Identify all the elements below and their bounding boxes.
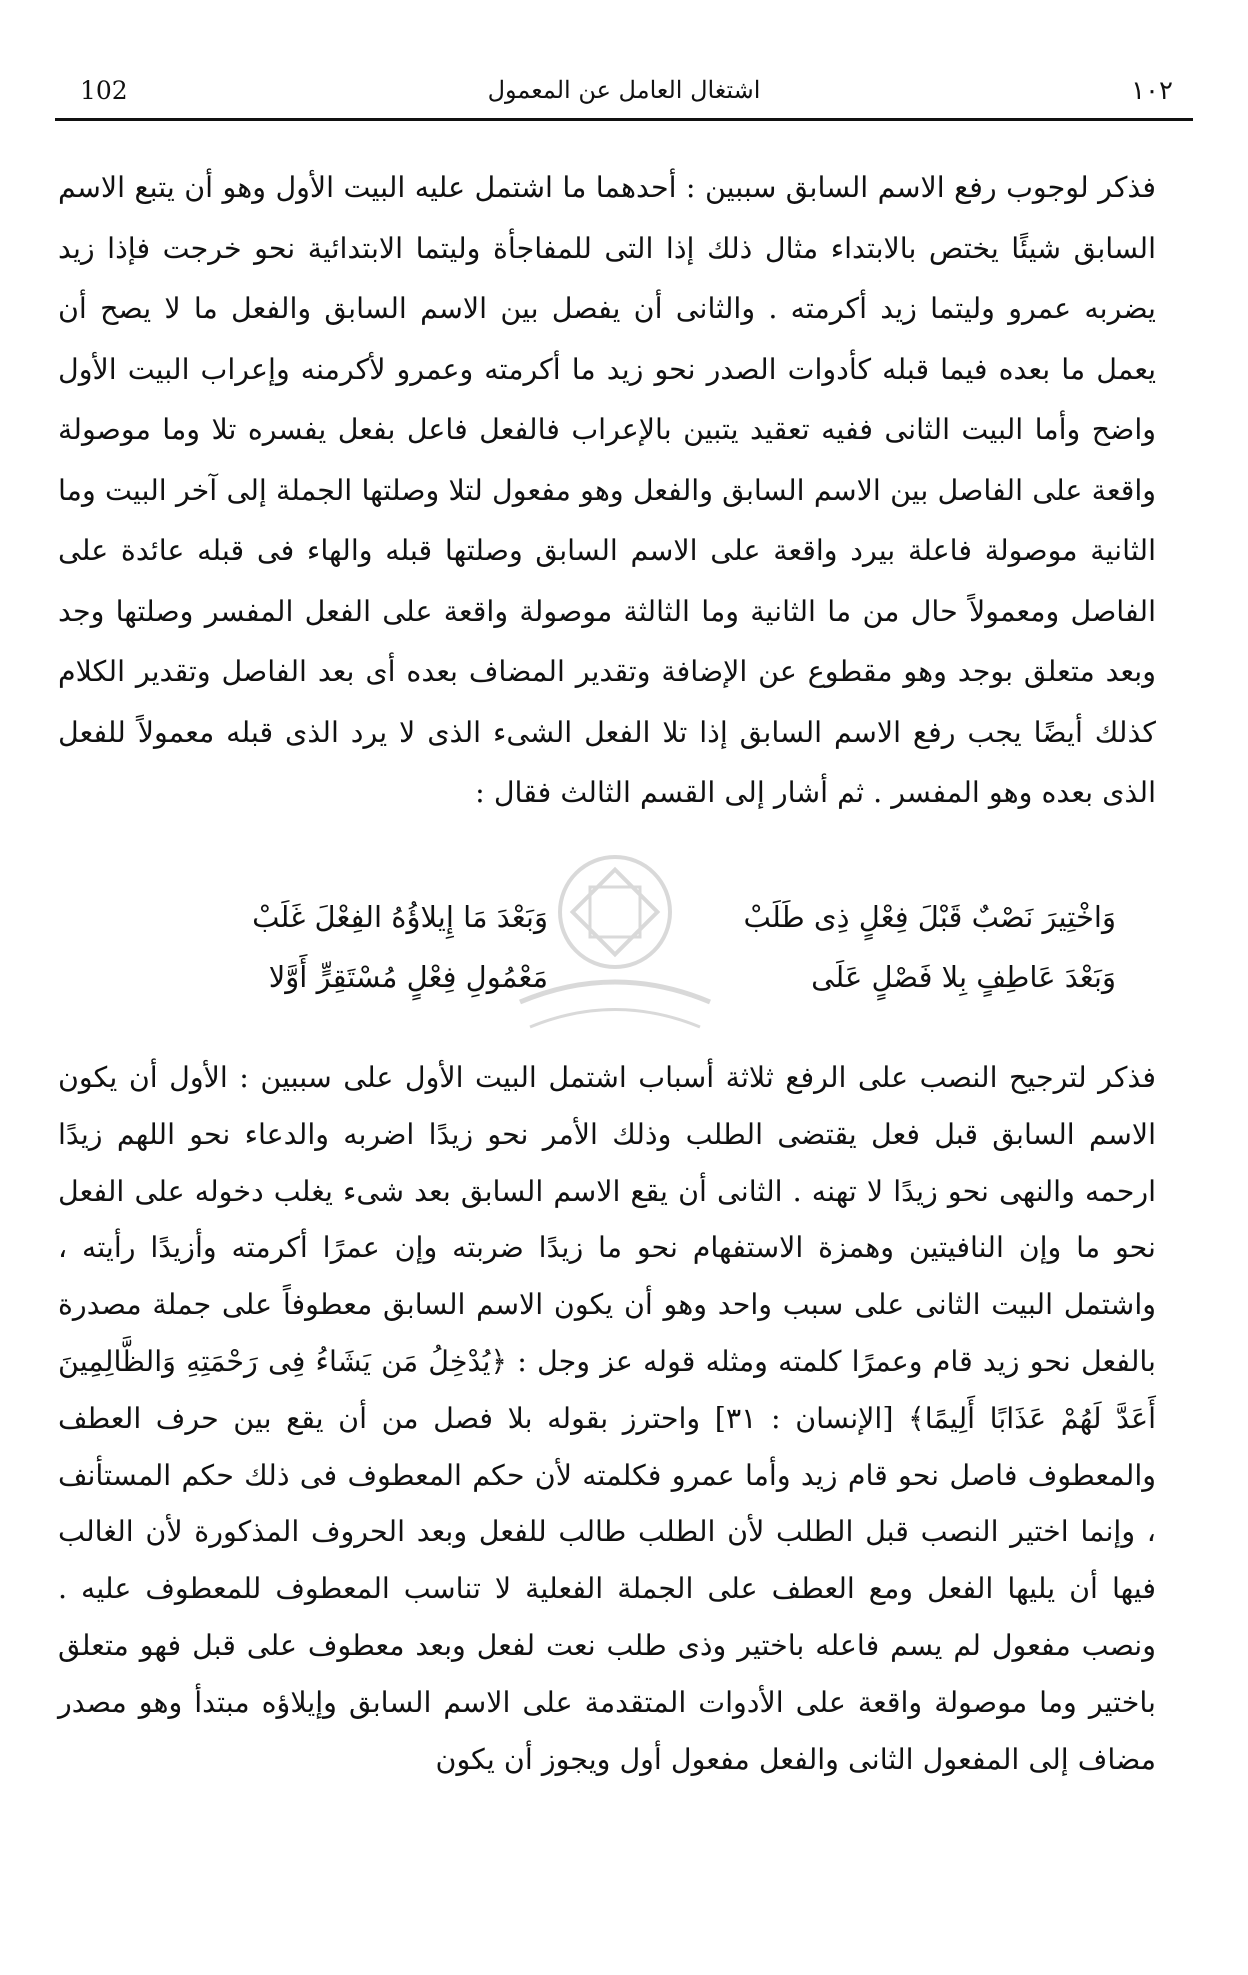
running-title: اشتغال العامل عن المعمول — [487, 76, 761, 104]
verse-line-1-second-hemistich: وَبَعْدَ مَا إِيلاؤُهُ الفِعْلَ غَلَبْ — [252, 900, 548, 934]
verse-block — [58, 890, 1156, 1010]
verse-line-1-first-hemistich: وَاخْتِيرَ نَصْبٌ قَبْلَ فِعْلٍ ذِى طَلَبْ — [743, 900, 1116, 934]
verse-line-2-second-hemistich: مَعْمُولِ فِعْلٍ مُسْتَقِرٍّ أَوَّلا — [268, 960, 548, 994]
page-number-latin: 102 — [80, 76, 128, 105]
verse-line-2-first-hemistich: وَبَعْدَ عَاطِفٍ بِلا فَصْلٍ عَلَى — [811, 960, 1116, 994]
page-number-arabic: ١٠٢ — [1131, 76, 1173, 106]
header-rule — [55, 118, 1193, 121]
verse-line-1 — [58, 890, 1156, 945]
commentary-paragraph-2: فذكر لترجيح النصب على الرفع ثلاثة أسباب اشتمل البيت الأول على سببين : الأول أن يكون الاسم السابق قبل فعل يقتضى الطلب وذلك الأمر نحو زيدًا اضربه والدعاء نحو اللهم زيدًا ارحمه والنهى نحو زيدًا لا تهنه . الثانى أن يقع الاسم السابق بعد شىء يغلب دخوله على الفعل نحو ما وإن النافيتين وهمزة الاستفهام نحو ما زيدًا ضربته وإن عمرًا أكرمته وأزيدًا رأيته ، واشتمل البيت الثانى على سبب واحد وهو أن يكون الاسم السابق معطوفاً على جملة مصدرة بالفعل نحو زيد قام وعمرًا كلمته ومثله قوله عز وجل : ﴿يُدْخِلُ مَن يَشَاءُ فِى رَحْمَتِهِ وَالظَّالِمِينَ أَعَدَّ لَهُمْ عَذَابًا أَلِيمًا﴾ [الإنسان : ٣١] واحترز بقوله بلا فصل من أن يقع بين حرف العطف والمعطوف فاصل نحو قام زيد وأما عمرو فكلمته لأن حكم المعطوف فى ذلك حكم المستأنف ، وإنما اختير النصب قبل الطلب لأن الطلب طالب للفعل وبعد الحروف المذكورة لأن الغالب فيها أن يليها الفعل ومع العطف على الجملة الفعلية لا تناسب المعطوف للمعطوف عليه . ونصب مفعول لم يسم فاعله باختير وذى طلب نعت لفعل وبعد معطوف على قبل فهو متعلق باختير وما موصولة واقعة على الأدوات المتقدمة على الاسم السابق وإيلاؤه مبتدأ وهو مصدر مضاف إلى المفعول الثانى والفعل مفعول أول ويجوز أن يكون — [58, 1061, 1156, 1776]
page-header — [55, 68, 1193, 118]
verse-line-2 — [58, 950, 1156, 1005]
commentary-paragraph-1: فذكر لوجوب رفع الاسم السابق سببين : أحدهما ما اشتمل عليه البيت الأول وهو أن يتبع الاسم السابق شيئًا يختص بالابتداء مثال ذلك إذا التى للمفاجأة وليتما الابتدائية نحو خرجت فإذا زيد يضربه عمرو وليتما زيد أكرمته . والثانى أن يفصل بين الاسم السابق والفعل ما لا يصح أن يعمل ما بعده فيما قبله كأدوات الصدر نحو زيد ما أكرمته وعمرو لأكرمنه وإعراب البيت الأول واضح وأما البيت الثانى ففيه تعقيد يتبين بالإعراب فالفعل فاعل بفعل يفسره تلا وما موصولة واقعة على الفاصل بين الاسم السابق والفعل وهو مفعول لتلا وصلتها الجملة إلى آخر البيت وما الثانية موصولة فاعلة بيرد واقعة على الاسم السابق وصلتها قبله والهاء فى قبله عائدة على الفاصل ومعمولاً حال من ما الثانية وما الثالثة موصولة واقعة على الفعل المفسر وصلتها وجد وبعد متعلق بوجد وهو مقطوع عن الإضافة وتقدير المضاف بعده أى بعد الفاصل وتقدير الكلام كذلك أيضًا يجب رفع الاسم السابق إذا تلا الفعل الشىء الذى لا يرد الذى قبله معمولاً للفعل الذى بعده وهو المفسر . ثم أشار إلى القسم الثالث فقال : — [58, 171, 1157, 809]
